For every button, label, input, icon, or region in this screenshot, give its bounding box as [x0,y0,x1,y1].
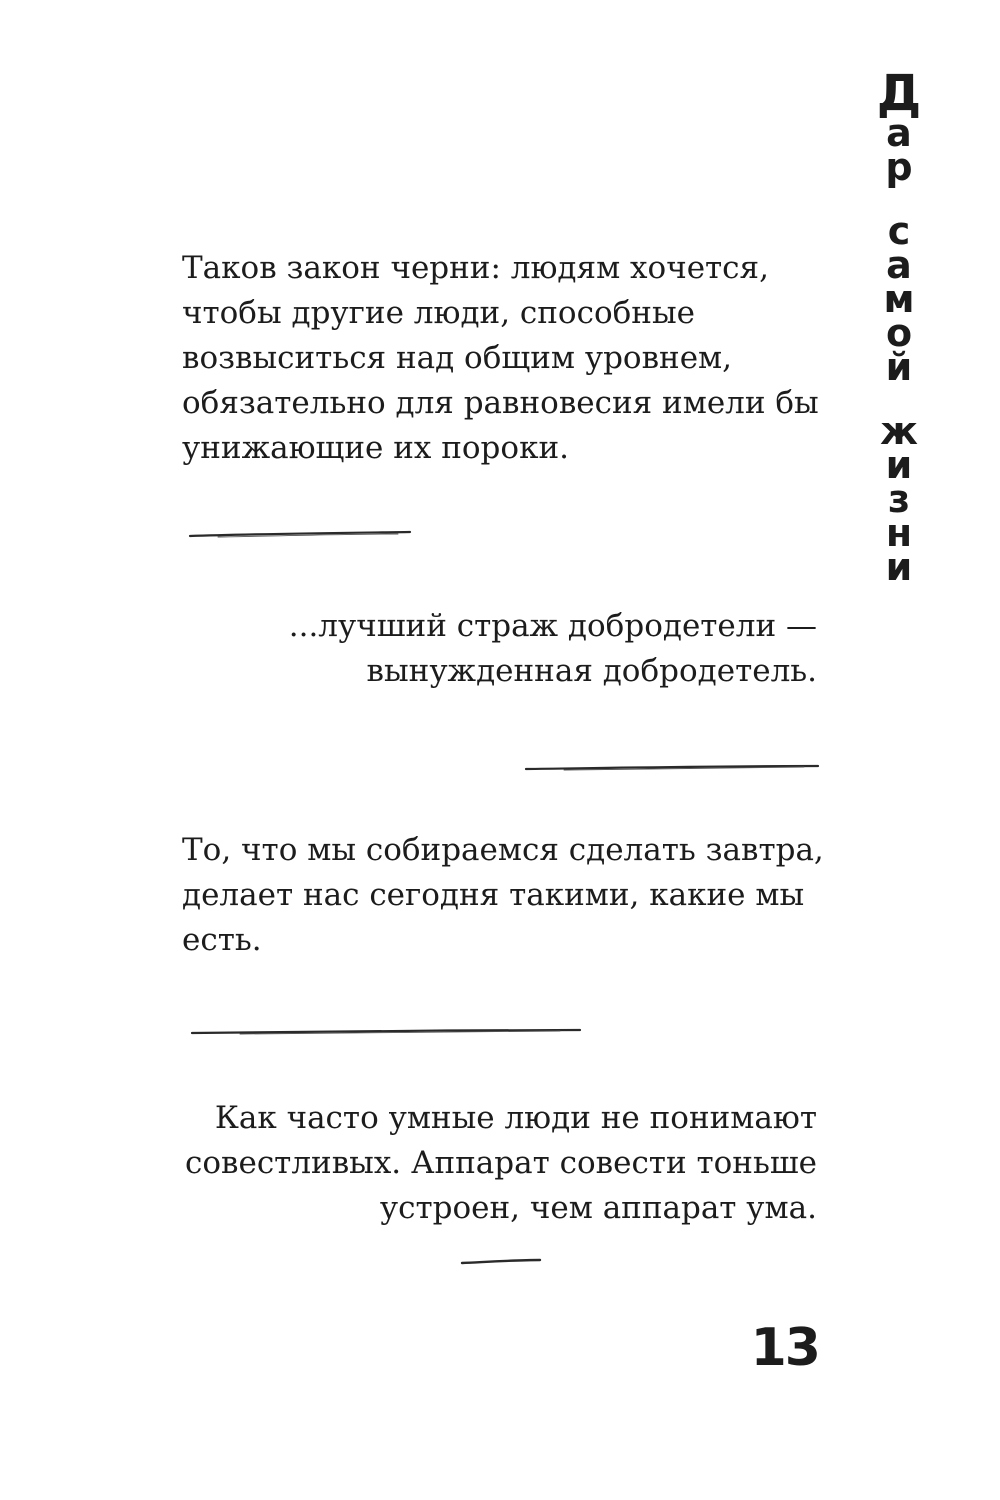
separator-rule [188,528,414,542]
running-title-letter: ж [880,409,918,453]
running-title-letter: з [887,477,911,521]
running-title [870,64,928,589]
page-number: 13 [750,1318,819,1378]
quote-3-line: делает нас сегодня такими, какие мы [182,877,805,913]
running-title-letter: Д [876,64,922,122]
quote-4-line: Как часто умные люди не понимают [214,1100,817,1136]
quote-2-line: вынужденная добродетель. [366,653,817,689]
quote-4-line: совестливых. Аппарат совести тоньше [185,1145,817,1181]
running-title-letter: и [885,545,913,589]
separator-rule [524,760,822,774]
running-title-letter: а [886,111,912,155]
running-title-letter: а [886,243,912,287]
running-title-letter: с [887,209,911,253]
separator-rule [190,1024,584,1038]
running-title-letter: й [885,345,913,389]
quote-1-line: унижающие их пороки. [182,430,569,466]
quote-2-line: ...лучший страж добродетели — [288,608,817,644]
running-title-letter: р [885,145,913,189]
quote-2 [289,604,817,694]
running-title-letter: и [885,443,913,487]
running-title-letter: о [885,311,913,355]
running-title-letter: н [885,511,913,555]
separator-rule [460,1254,544,1268]
quote-1-line: чтобы другие люди, способные [182,295,695,331]
quote-4 [185,1096,817,1231]
quote-1 [182,246,819,471]
running-title-letter: м [883,277,915,321]
quote-1-line: Таков закон черни: людям хочется, [182,250,769,286]
quote-3-line: То, что мы собираемся сделать завтра, [182,832,824,868]
quote-1-line: обязательно для равновесия имели бы [182,385,819,421]
quote-3 [182,828,824,963]
quote-1-line: возвыситься над общим уровнем, [182,340,733,376]
quote-3-line: есть. [182,922,262,958]
quote-4-line: устроен, чем аппарат ума. [379,1190,817,1226]
